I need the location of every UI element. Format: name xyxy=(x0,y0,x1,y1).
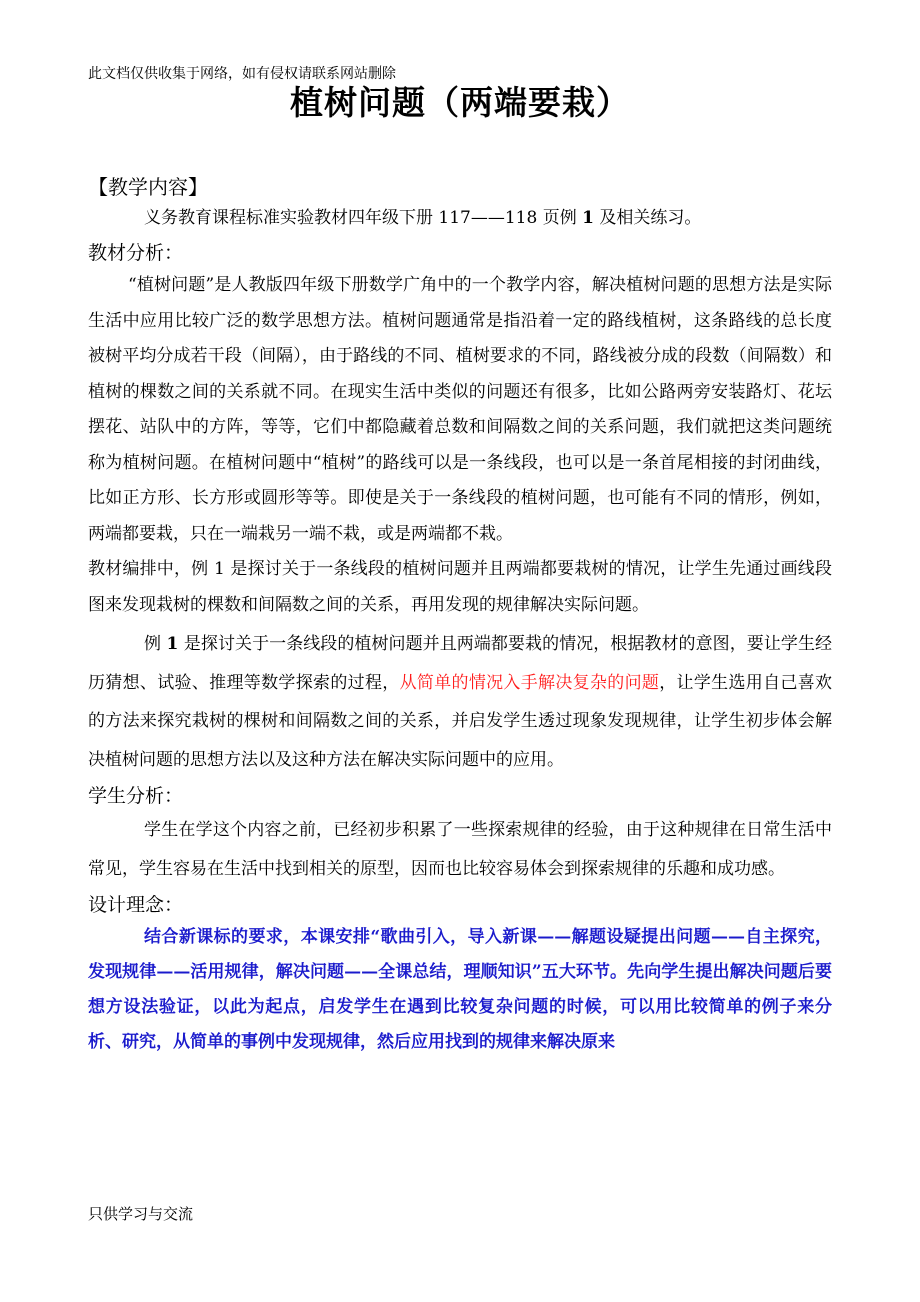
teaching-content-text xyxy=(88,202,832,234)
material-analysis-heading: 教材分析： xyxy=(88,242,184,264)
example-text-a: 例 xyxy=(144,634,167,654)
material-arrangement-paragraph: 教材编排中，例 1 是探讨关于一条线段的植树问题并且两端都要栽树的情况，让学生先通过画线段图来发现栽树的棵数和间隔数之间的关系，再用发现的规律解决实际问题。 xyxy=(88,559,832,615)
design-concept-paragraph: 结合新课标的要求，本课安排“歌曲引入，导入新课——解题设疑提出问题——自主探究，发现规律——活用规律，解决问题——全课总结，理顺知识”五大环节。先向学生提出解决问题后要想方设法验证，以此为起点，启发学生在遇到比较复杂问题的时候，可以用比较简单的例子来分析、研究，从简单的事例中发现规律，然后应用找到的规律来解决原来 xyxy=(88,927,832,1052)
teaching-content-text-b: 及相关练习。 xyxy=(593,208,702,228)
example-emphasis-text: 从简单的情况入手解决复杂的问题 xyxy=(399,672,660,693)
document-body xyxy=(88,172,832,1060)
design-concept-heading: 设计理念： xyxy=(88,894,184,916)
example-paragraph xyxy=(88,625,832,779)
teaching-content-text-a: 义务教育课程标准实验教材四年级下册 117——118 页例 xyxy=(144,208,583,228)
teaching-content-example-number: 1 xyxy=(582,208,594,228)
student-analysis-heading: 学生分析： xyxy=(88,785,184,807)
footer-note: 只供学习与交流 xyxy=(88,1205,194,1223)
example-number: 1 xyxy=(166,634,179,654)
student-analysis-paragraph: 学生在学这个内容之前，已经初步积累了一些探索规律的经验，由于这种规律在日常生活中常见，学生容易在生活中找到相关的原型，因而也比较容易体会到探索规律的乐趣和成功感。 xyxy=(88,820,832,879)
example-text-c: ，让学生选用自己喜欢的方法来探究栽树的棵树和间隔数之间的关系，并启发学生透过现象发现规律，让学生初步体会解决植树问题的思想方法以及这种方法在解决实际问题中的应用。 xyxy=(88,672,833,770)
example-text-b: 是探讨关于一条线段的植树问题并且两端都要栽的情况，根据教材的意图，要让学生经历猜想、试验、推理等数学探索的过程， xyxy=(88,634,833,693)
teaching-content-heading: 【教学内容】 xyxy=(88,175,208,199)
page-title: 植树问题（两端要栽） xyxy=(290,83,630,122)
header-note: 此文档仅供收集于网络，如有侵权请联系网站删除 xyxy=(88,66,396,82)
material-analysis-paragraph: “植树问题”是人教版四年级下册数学广角中的一个教学内容，解决植树问题的思想方法是实际生活中应用比较广泛的数学思想方法。植树问题通常是指沿着一定的路线植树，这条路线的总长度被树平均分成若干段（间隔），由于路线的不同、植树要求的不同，路线被分成的段数（间隔数）和植树的棵数之间的关系就不同。在现实生活中类似的问题还有很多，比如公路两旁安装路灯、花坛摆花、站队中的方阵，等等，它们中都隐藏着总数和间隔数之间的关系问题，我们就把这类问题统称为植树问题。在植树问题中“植树”的路线可以是一条线段，也可以是一条首尾相接的封闭曲线，比如正方形、长方形或圆形等等。即使是关于一条线段的植树问题，也可能有不同的情形，例如，两端都要栽，只在一端栽另一端不栽，或是两端都不栽。 xyxy=(88,275,832,544)
